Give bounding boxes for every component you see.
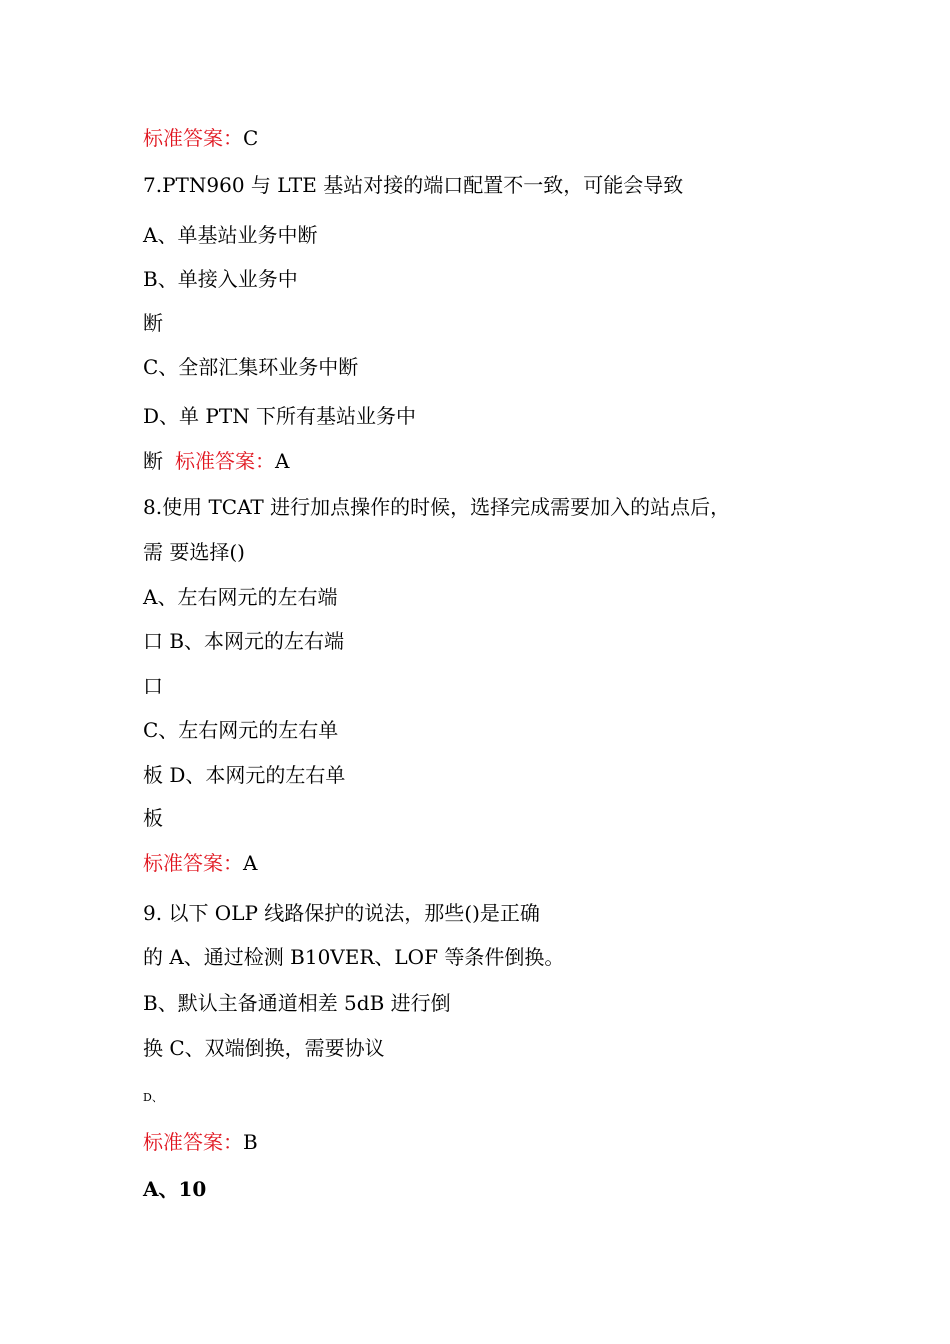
answer-label: 标准答案：: [175, 449, 275, 473]
option-7c: C、全部汇集环业务中断: [143, 355, 359, 379]
answer-label: 标准答案：: [143, 126, 243, 150]
option-9c: 换 C、双端倒换，需要协议: [143, 1036, 385, 1060]
option-7b-continued: 断: [143, 311, 163, 335]
answer-label: 标准答案：: [143, 851, 243, 875]
option-9b: B、默认主备通道相差 5dB 进行倒: [143, 991, 451, 1015]
option-8b: 口 B、本网元的左右端: [143, 629, 345, 653]
next-option-a: A、10: [143, 1177, 207, 1201]
option-7d: D、单 PTN 下所有基站业务中: [143, 404, 417, 428]
option-9d: D、: [143, 1091, 163, 1104]
answer-label: 标准答案：: [143, 1130, 243, 1154]
answer-line-q7: [143, 449, 289, 473]
answer-value: A: [243, 851, 258, 875]
answer-line-q6: [143, 126, 258, 150]
answer-line-q9: [143, 1130, 258, 1154]
option-8a: A、左右网元的左右端: [143, 585, 338, 609]
answer-line-q8: [143, 851, 257, 875]
option-8b-continued: 口: [143, 674, 163, 698]
question-7: 7.PTN960 与 LTE 基站对接的端口配置不一致，可能会导致: [143, 173, 684, 197]
answer-value: C: [243, 126, 259, 150]
option-8d: 板 D、本网元的左右单: [143, 763, 346, 787]
option-7b: B、单接入业务中: [143, 267, 298, 291]
option-8d-continued: 板: [143, 806, 163, 830]
answer-value: A: [275, 449, 290, 473]
option-7a: A、单基站业务中断: [143, 223, 318, 247]
question-8-continued: 需 要选择(): [143, 540, 245, 564]
option-8c: C、左右网元的左右单: [143, 718, 339, 742]
option-7d-continued: 断: [143, 449, 163, 473]
question-9: 9. 以下 OLP 线路保护的说法，那些()是正确: [143, 901, 540, 925]
option-9a: 的 A、通过检测 B10VER、LOF 等条件倒换。: [143, 945, 565, 969]
answer-value: B: [243, 1130, 258, 1154]
question-8: 8.使用 TCAT 进行加点操作的时候，选择完成需要加入的站点后，: [143, 495, 731, 519]
